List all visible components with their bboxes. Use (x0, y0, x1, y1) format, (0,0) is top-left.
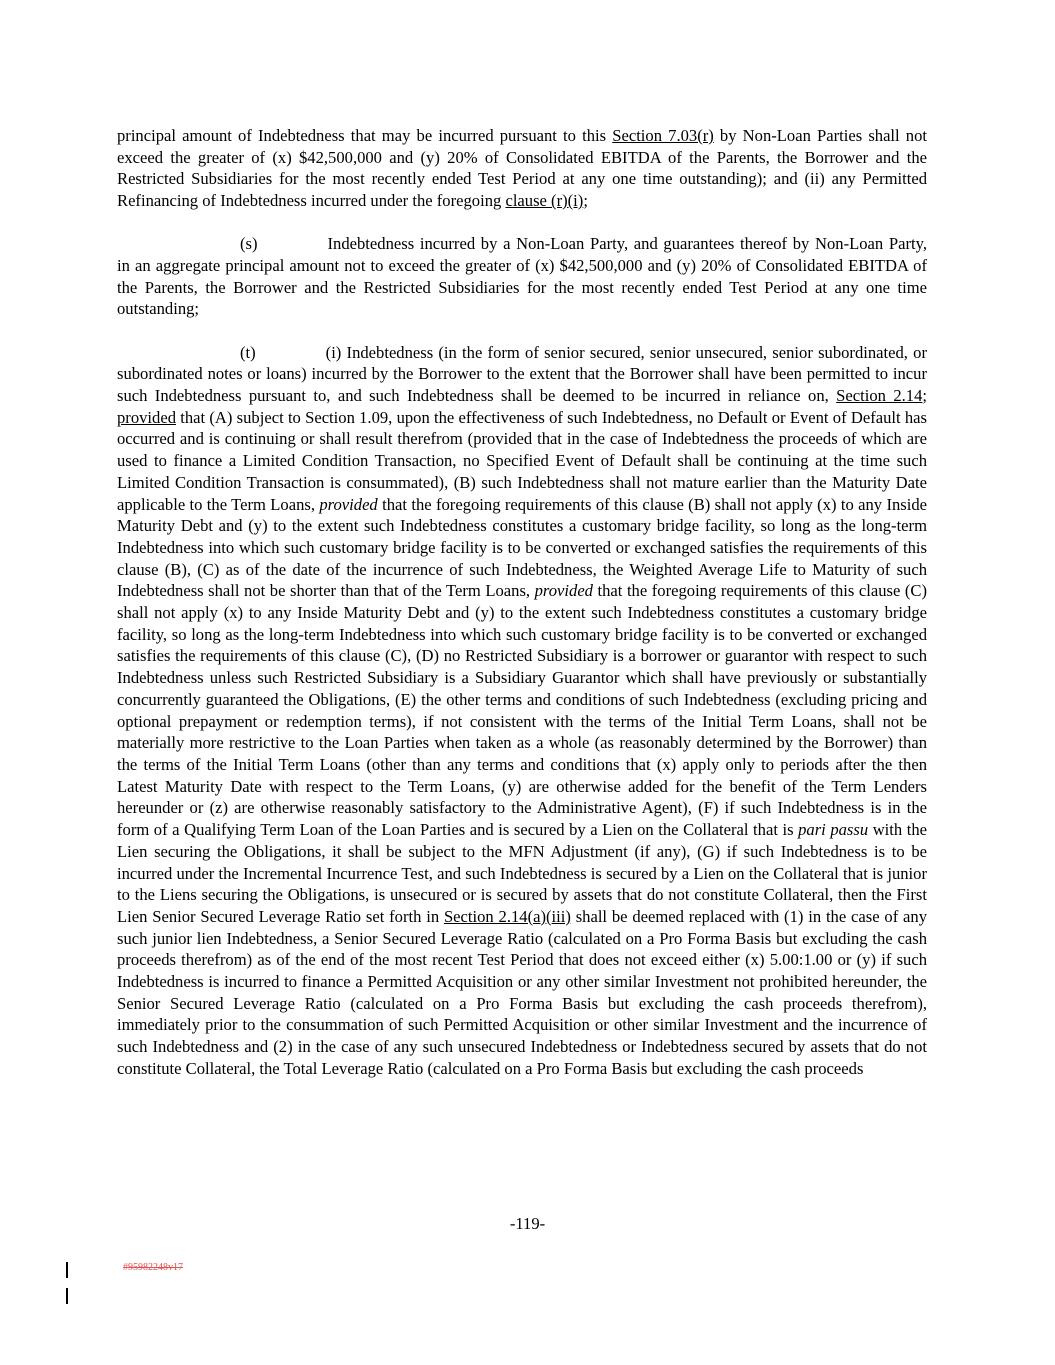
italic-term: pari passu (798, 820, 869, 840)
text-run: that the foregoing requirements of this clause (C) shall not apply (x) to any Inside Maturity Debt and (y) to the extent such Indebtedness constitutes a customary bridge facility, so long as the long-term Indebtedness into which such customary bridge facility is to be converted or exchanged satisfies the requirements of this clause (C), (D) no Restricted Subsidiary is a borrower or guarantor with respect to such Indebtedness unless such Restricted Subsidiary is a Subsidiary Guarantor which shall have previously or substantially concurrently guaranteed the Obligations, (E) the other terms and conditions of such Indebtedness (excluding pricing and optional prepayment or redemption terms), if not consistent with the terms of the Initial Term Loans, shall not be materially more restrictive to the Loan Parties when taken as a whole (as reasonably determined by the Borrower) than the terms of the Initial Term Loans (other than any terms and conditions that (x) apply only to periods after the then Latest Maturity Date with respect to the Term Loans, (y) are otherwise added for the benefit of the Term Lenders hereunder or (z) are otherwise reasonably satisfactory to the Administrative Agent), (F) if such Indebtedness is in the form of a Qualifying Term Loan of the Loan Parties and is secured by a Lien on the Collateral that is (117, 581, 927, 840)
text-run: principal amount of Indebtedness that may be incurred pursuant to this (117, 126, 613, 145)
paragraph-r-continuation (117, 125, 927, 212)
document-body (117, 125, 927, 1080)
italic-term: provided (319, 494, 378, 514)
paragraph-s (117, 233, 927, 320)
section-reference: Section 2.14(a)(iii) (443, 906, 571, 926)
section-reference: Section 2.14 (836, 386, 923, 406)
text-run: by Non-Loan Parties shall not exceed the greater of (x) $42,500,000 and (y) 20% of Consolidated EBITDA of the Parents, the Borrower and the Restricted Subsidiaries for the most recently ended Test Period at any one time outstanding); and (ii) any Permitted Refinancing of Indebtedness incurred under the foregoing (117, 126, 928, 211)
text-run: ; (583, 191, 588, 211)
text-run: Indebtedness incurred by a Non-Loan Party, and guarantees thereof by Non-Loan Party, in an aggregate principal amount not to exceed the greater of (x) $42,500,000 and (y) 20% of Consolidated EBITDA of the Parents, the Borrower and the Restricted Subsidiaries for the most recently ended Test Period at any one time outstanding; (117, 234, 927, 319)
text-run: that the foregoing requirements of this clause (B) shall not apply (x) to any Inside Maturity Debt and (y) to the extent such Indebtedness constitutes a customary bridge facility, so long as the long-term Indebtedness into which such customary bridge facility is to be converted or exchanged satisfies the requirements of this clause (B), (C) as of the date of the incurrence of such Indebtedness, the Weighted Average Life to Maturity of such Indebtedness shall not be shorter than that of the Term Loans, (117, 494, 928, 601)
clause-reference: clause (r)(i) (505, 191, 584, 211)
clause-label-s: (s) (240, 234, 258, 254)
text-run: (i) Indebtedness (in the form of senior secured, senior unsecured, senior subordinated, or subordinated notes or loans) incurred by the Borrower to the extent that the Borrower shall have been permitted to incur such Indebtedness pursuant to, and such Indebtedness shall be deemed to be incurred in reliance on, (117, 342, 927, 406)
document-id: #95982248v17 (123, 1262, 183, 1273)
italic-term: provided (534, 581, 593, 601)
text-run: shall be deemed replaced with (1) in the case of any such junior lien Indebtedness, a Senior Secured Leverage Ratio (calculated on a Pro Forma Basis but excluding the cash proceeds therefrom) as of the end of the most recent Test Period that does not exceed either (x) 5.00:1.00 or (y) if such Indebtedness is incurred to finance a Permitted Acquisition or any other similar Investment not prohibited hereunder, the Senior Secured Leverage Ratio (calculated on a Pro Forma Basis but excluding the cash proceeds therefrom), immediately prior to the consummation of such Permitted Acquisition or other similar Investment and the incurrence of such Indebtedness and (2) in the case of any such unsecured Indebtedness or Indebtedness secured by assets that do not constitute Collateral, the Total Leverage Ratio (calculated on a Pro Forma Basis but excluding the cash proceeds (117, 906, 927, 1078)
section-reference: Section 7.03(r) (612, 126, 714, 145)
clause-label-t: (t) (240, 342, 256, 362)
text-run: ; (922, 386, 928, 406)
page-number: -119- (509, 1214, 546, 1233)
text-run: that (A) subject to Section 1.09, upon the effectiveness of such Indebtedness, no Default or Event of Default has occurred and is continuing or shall result therefrom (provided that in the case of Indebtedness the proceeds of which are used to finance a Limited Condition Transaction, no Specified Event of Default shall be continuing at the time such Limited Condition Transaction is consummated), (B) such Indebtedness shall not mature earlier than the Maturity Date applicable to the Term Loans, (117, 407, 927, 514)
change-bar (66, 1262, 68, 1278)
change-bar (66, 1288, 68, 1304)
text-run: with the Lien securing the Obligations, it shall be subject to the MFN Adjustment (if any), (G) if such Indebtedness is to be incurred under the Incremental Incurrence Test, and such Indebtedness is secured by a Lien on the Collateral that is junior to the Liens securing the Obligations, is unsecured or is secured by assets that do not constitute Collateral, then the First Lien Senior Secured Leverage Ratio set forth in (117, 820, 928, 926)
paragraph-t (117, 342, 927, 1080)
proviso-term: provided (117, 407, 176, 427)
